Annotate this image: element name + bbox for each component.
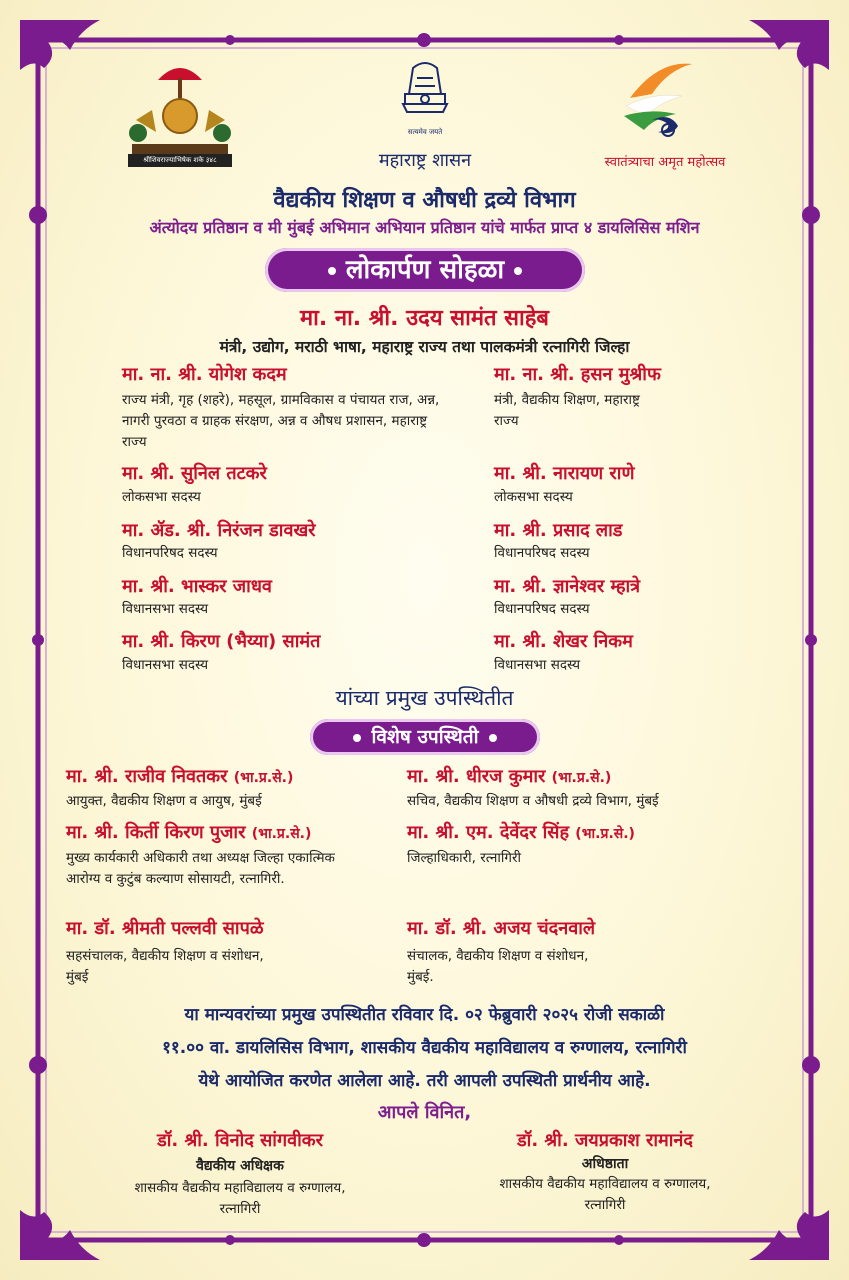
emblem-motto: सत्यमेव जयते [407,128,443,136]
guest-designation: मंत्री, वैद्यकीय शिक्षण, महाराष्ट्र राज्य [494,392,640,429]
invitation-line: ११.०० वा. डायलिसिस विभाग, शासकीय वैद्यकीय महाविद्यालय व रुग्णालय, रत्नागिरी [162,1038,687,1058]
special-guest-name [66,822,311,845]
ias-suffix: (भा.प्र.से.) [233,770,294,786]
special-guest-designation: सचिव, वैद्यकीय शिक्षण व औषधी द्रव्ये विभाग, मुंबई [407,793,659,809]
special-presence-banner [310,719,540,755]
bullet-icon [489,734,497,742]
special-guest-designation: संचालक, वैद्यकीय शिक्षण व संशोधन, मुंबई. [407,948,589,985]
special-guest-designation: जिल्हाधिकारी, रत्नागिरी [407,850,522,866]
guest-name: मा. ना. श्री. हसन मुश्रीफ [494,364,661,385]
special-guest-name-text: मा. श्री. राजीव निवतकर [66,766,228,787]
special-guest-designation: मुख्य कार्यकारी अधिकारी तथा अध्यक्ष जिल्हा एकात्मिक आरोग्य व कुटुंब कल्याण सोसायटी, रत्नागिरी. [66,850,335,887]
guest-name: मा. श्री. भास्कर जाधव [122,576,272,597]
chief-guest-name: मा. ना. श्री. उदय सामंत साहेब [300,306,549,331]
guest-designation: लोकसभा सदस्य [122,489,201,505]
special-guest-name [407,918,595,940]
bullet-icon [353,734,361,742]
special-guest-name-text: मा. डॉ. श्रीमती पल्लवी सापळे [66,918,264,939]
guest-designation: राज्य मंत्री, गृह (शहरे), महसूल, ग्रामविकास व पंचायत राज, अन्न, नागरी पुरवठा व ग्राहक संरक्षण, अन्न व औषध प्रशासन, महाराष्ट्र राज्य [122,392,440,450]
invitation-line: येथे आयोजित करणेत आलेला आहे. तरी आपली उपस्थिती प्रार्थनीय आहे. [198,1071,651,1091]
signatory-role: अधिष्ठाता [581,1156,629,1172]
guest-name: मा. श्री. सुनिल तटकरे [122,463,267,484]
special-guest-name-text: मा. श्री. एम. देवेंदर सिंह [407,822,570,843]
special-guest-name-text: मा. श्री. धीरज कुमार [407,766,546,787]
guest-designation: विधानपरिषद सदस्य [494,601,590,617]
emblem-ribbon-text: श्रीशिवराज्याभिषेक शके ३४८ [143,156,217,164]
guest-designation: विधानसभा सदस्य [494,657,581,673]
guest-name: मा. ॲड. श्री. निरंजन डावखरे [122,520,316,541]
special-presence-title: विशेष उपस्थिती [371,726,479,748]
ceremony-title: लोकार्पण सोहळा [345,255,505,285]
special-guest-name [66,766,293,789]
special-guest-designation: आयुक्त, वैद्यकीय शिक्षण व आयुष, मुंबई [66,793,262,809]
special-guest-name [407,766,611,789]
guest-designation: विधानसभा सदस्य [122,601,209,617]
signatory-name: डॉ. श्री. विनोद सांगवीकर [157,1130,323,1151]
signatory-role: वैद्यकीय अधिक्षक [196,1158,284,1174]
bullet-icon [514,267,522,275]
special-guest-name [407,822,635,845]
government-caption: महाराष्ट्र शासन [378,150,472,171]
special-guest-name-text: मा. डॉ. श्री. अजय चंदनवाले [407,918,596,939]
chief-guest-designation: मंत्री, उद्योग, मराठी भाषा, महाराष्ट्र राज्य तथा पालकमंत्री रत्नागिरी जिल्हा [219,338,630,356]
special-guest-name-text: मा. श्री. किर्ती किरण पुजार [66,822,246,843]
regards-line: आपले विनित, [377,1102,472,1123]
guest-name: मा. ना. श्री. योगेश कदम [122,364,287,385]
signatory-org: शासकीय वैद्यकीय महाविद्यालय व रुग्णालय, रत्नागिरी [499,1176,711,1213]
signatory-name: डॉ. श्री. जयप्रकाश रामानंद [517,1130,693,1151]
ashoka-emblem-icon [395,58,455,130]
special-guest-name [66,918,264,940]
guest-name: मा. श्री. प्रसाद लाड [494,520,623,541]
presence-line: यांच्या प्रमुख उपस्थितीत [335,686,514,710]
ias-suffix: (भा.प्र.से.) [575,826,635,842]
guest-name: मा. श्री. नारायण राणे [494,463,635,484]
guest-name: मा. श्री. ज्ञानेश्वर म्हात्रे [494,576,641,597]
amrit-mahotsav-logo [612,58,702,150]
invitation-line: या मान्यवरांच्या प्रमुख उपस्थितीत रविवार दि. ०२ फेब्रुवारी २०२५ रोजी सकाळी [184,1005,665,1025]
guest-designation: विधानसभा सदस्य [122,657,209,673]
bullet-icon [328,267,336,275]
special-guest-designation: सहसंचालक, वैद्यकीय शिक्षण व संशोधन, मुंबई [66,948,264,985]
ias-suffix: (भा.प्र.से.) [551,770,612,786]
guest-designation: विधानपरिषद सदस्य [122,545,218,561]
department-title: वैद्यकीय शिक्षण व औषधी द्रव्ये विभाग [273,188,576,213]
guest-designation: विधानपरिषद सदस्य [494,545,590,561]
signatory-org: शासकीय वैद्यकीय महाविद्यालय व रुग्णालय, रत्नागिरी [134,1180,346,1217]
guest-name: मा. श्री. किरण (भैय्या) सामंत [122,631,321,652]
guest-name: मा. श्री. शेखर निकम [494,631,633,652]
subtitle: अंत्योदय प्रतिष्ठान व मी मुंबई अभिमान अभियान प्रतिष्ठान यांचे मार्फत प्राप्त ४ डायलिसिस मशिन [149,218,700,237]
ias-suffix: (भा.प्र.से.) [251,826,312,842]
ceremony-title-banner [265,248,585,292]
guest-designation: लोकसभा सदस्य [494,489,573,505]
amrit-mahotsav-caption: स्वातंत्र्याचा अमृत महोत्सव [604,155,726,170]
